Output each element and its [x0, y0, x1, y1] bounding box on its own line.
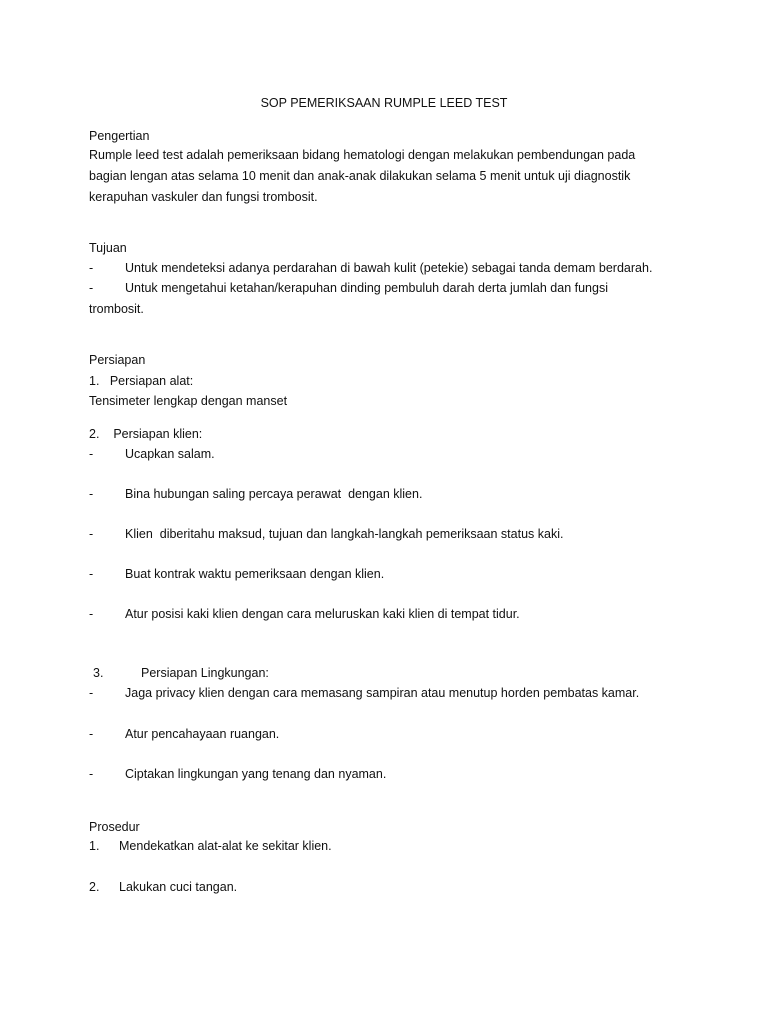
list-item-text: Untuk mengetahui ketahan/kerapuhan dinding pembuluh darah derta jumlah dan fungsi — [125, 281, 608, 295]
subsection-content-alat: Tensimeter lengkap dengan manset — [89, 394, 288, 408]
bullet-dash: - — [89, 727, 94, 741]
list-item-number: 2. — [89, 880, 100, 894]
list-item-text: Mendekatkan alat-alat ke sekitar klien. — [119, 839, 332, 853]
bullet-dash: - — [89, 686, 94, 700]
bullet-dash: - — [89, 527, 94, 541]
document-title: SOP PEMERIKSAAN RUMPLE LEED TEST — [260, 96, 508, 110]
paragraph-line: Rumple leed test adalah pemeriksaan bidang hematologi dengan melakukan pembendungan pada — [89, 148, 636, 162]
bullet-dash: - — [89, 767, 94, 781]
list-item-text: Lakukan cuci tangan. — [119, 880, 238, 894]
list-item-text: Klien diberitahu maksud, tujuan dan langkah-langkah pemeriksaan status kaki. — [125, 527, 564, 541]
bullet-dash: - — [89, 447, 94, 461]
section-heading-persiapan: Persiapan — [89, 353, 146, 367]
paragraph-line: kerapuhan vaskuler dan fungsi trombosit. — [89, 190, 318, 204]
list-item-number: 1. — [89, 839, 100, 853]
section-heading-prosedur: Prosedur — [89, 820, 140, 834]
bullet-dash: - — [89, 261, 94, 275]
list-item-text: Atur posisi kaki klien dengan cara meluruskan kaki klien di tempat tidur. — [125, 607, 520, 621]
subsection-number-lingkungan: 3. — [93, 666, 104, 680]
list-item-text: Buat kontrak waktu pemeriksaan dengan klien. — [125, 567, 385, 581]
list-item-text: Ciptakan lingkungan yang tenang dan nyaman. — [125, 767, 387, 781]
list-item-text: Jaga privacy klien dengan cara memasang sampiran atau menutup horden pembatas kamar. — [125, 686, 640, 700]
list-item-text: Untuk mendeteksi adanya perdarahan di bawah kulit (petekie) sebagai tanda demam berdarah. — [125, 261, 653, 275]
list-item-text: Atur pencahayaan ruangan. — [125, 727, 280, 741]
bullet-dash: - — [89, 487, 94, 501]
subsection-label-alat: 1. Persiapan alat: — [89, 374, 194, 388]
list-item-text: Bina hubungan saling percaya perawat dengan klien. — [125, 487, 423, 501]
list-item-continuation: trombosit. — [89, 302, 144, 316]
bullet-dash: - — [89, 567, 94, 581]
paragraph-line: bagian lengan atas selama 10 menit dan anak-anak dilakukan selama 5 menit untuk uji diagnostik — [89, 169, 631, 183]
section-heading-tujuan: Tujuan — [89, 241, 127, 255]
bullet-dash: - — [89, 607, 94, 621]
list-item-text: Ucapkan salam. — [125, 447, 215, 461]
section-heading-pengertian: Pengertian — [89, 129, 150, 143]
subsection-label-lingkungan: Persiapan Lingkungan: — [141, 666, 269, 680]
bullet-dash: - — [89, 281, 94, 295]
subsection-label-klien: 2. Persiapan klien: — [89, 427, 203, 441]
